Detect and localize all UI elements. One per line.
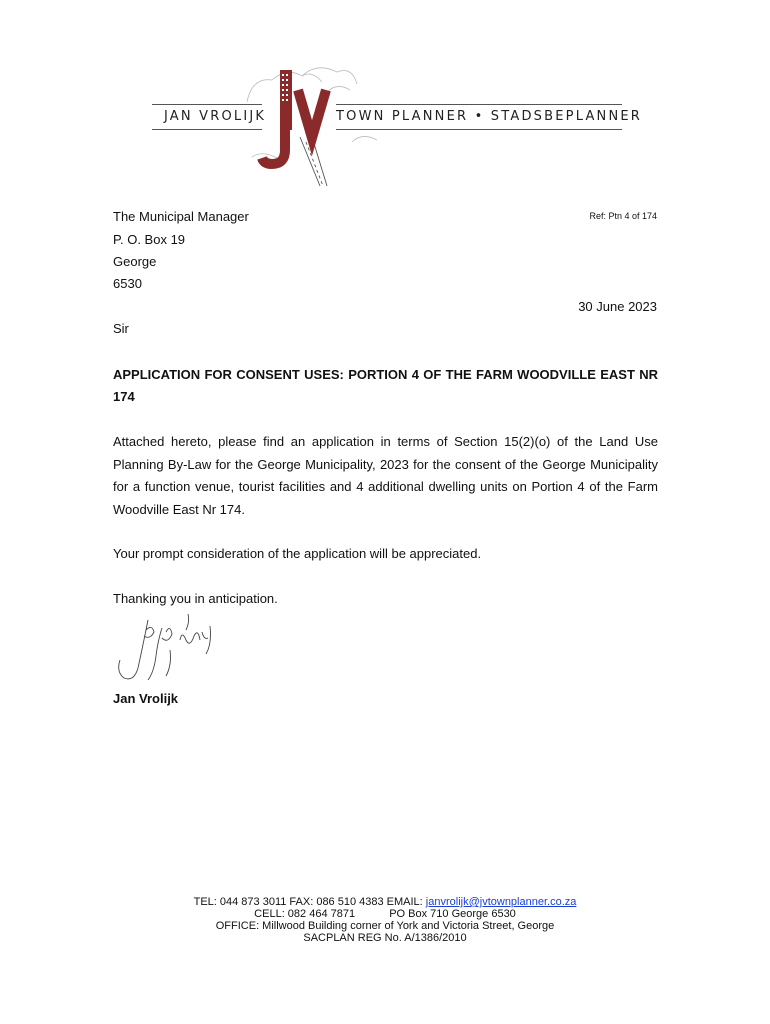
recipient-line-1: The Municipal Manager: [113, 209, 249, 224]
footer-cell-line: [0, 908, 770, 921]
letterhead: [152, 62, 643, 190]
body-paragraph-2: Your prompt consideration of the application will be appreciated.: [113, 546, 482, 561]
handwritten-signature: [110, 610, 230, 690]
letterhead-name: JAN VROLIJK: [164, 109, 267, 124]
footer-email-link[interactable]: janvrolijk@jvtownplanner.co.za: [425, 896, 577, 908]
recipient-line-4: 6530: [113, 276, 142, 291]
salutation: Sir: [113, 321, 129, 336]
footer-sacplan: SACPLAN REG No. A/1386/2010: [303, 932, 467, 944]
footer-cell: CELL: 082 464 7871: [254, 908, 356, 920]
recipient-line-2: P. O. Box 19: [113, 232, 186, 247]
recipient-line-3: George: [113, 254, 157, 269]
letterhead-bottom-rule: [152, 129, 262, 130]
letterhead-top-rule: [152, 104, 262, 105]
body-paragraph-3: Thanking you in anticipation.: [113, 591, 278, 606]
town-sketch-logo: [152, 62, 622, 190]
footer-office: OFFICE: Millwood Building corner of York and Victoria Street, George: [215, 920, 555, 932]
letter-date: 30 June 2023: [578, 299, 657, 314]
footer-contact-line: [0, 896, 770, 909]
letterhead-top-rule-right: [336, 104, 622, 105]
body-paragraph-1: Attached hereto, please find an application in terms of Section 15(2)(o) of the Land Use Planning By-Law for the George Municipality, 2023 for the consent of the George Municipality for a function venue, tourist facilities and 4 additional dwelling units on Portion 4 of the Farm Woodville East Nr 174.: [113, 434, 658, 517]
reference: Ref: Ptn 4 of 174: [589, 211, 657, 221]
letterhead-bottom-rule-right: [336, 129, 622, 130]
footer-tel-fax: TEL: 044 873 3011 FAX: 086 510 4383 EMAIL:: [193, 896, 426, 908]
signatory-name: Jan Vrolijk: [113, 691, 179, 706]
letterhead-title: TOWN PLANNER • STADSBEPLANNER: [336, 109, 643, 124]
footer-po-box: PO Box 710 George 6530: [389, 908, 516, 920]
subject-line: APPLICATION FOR CONSENT USES: PORTION 4 OF THE FARM WOODVILLE EAST NR 174: [113, 367, 658, 404]
